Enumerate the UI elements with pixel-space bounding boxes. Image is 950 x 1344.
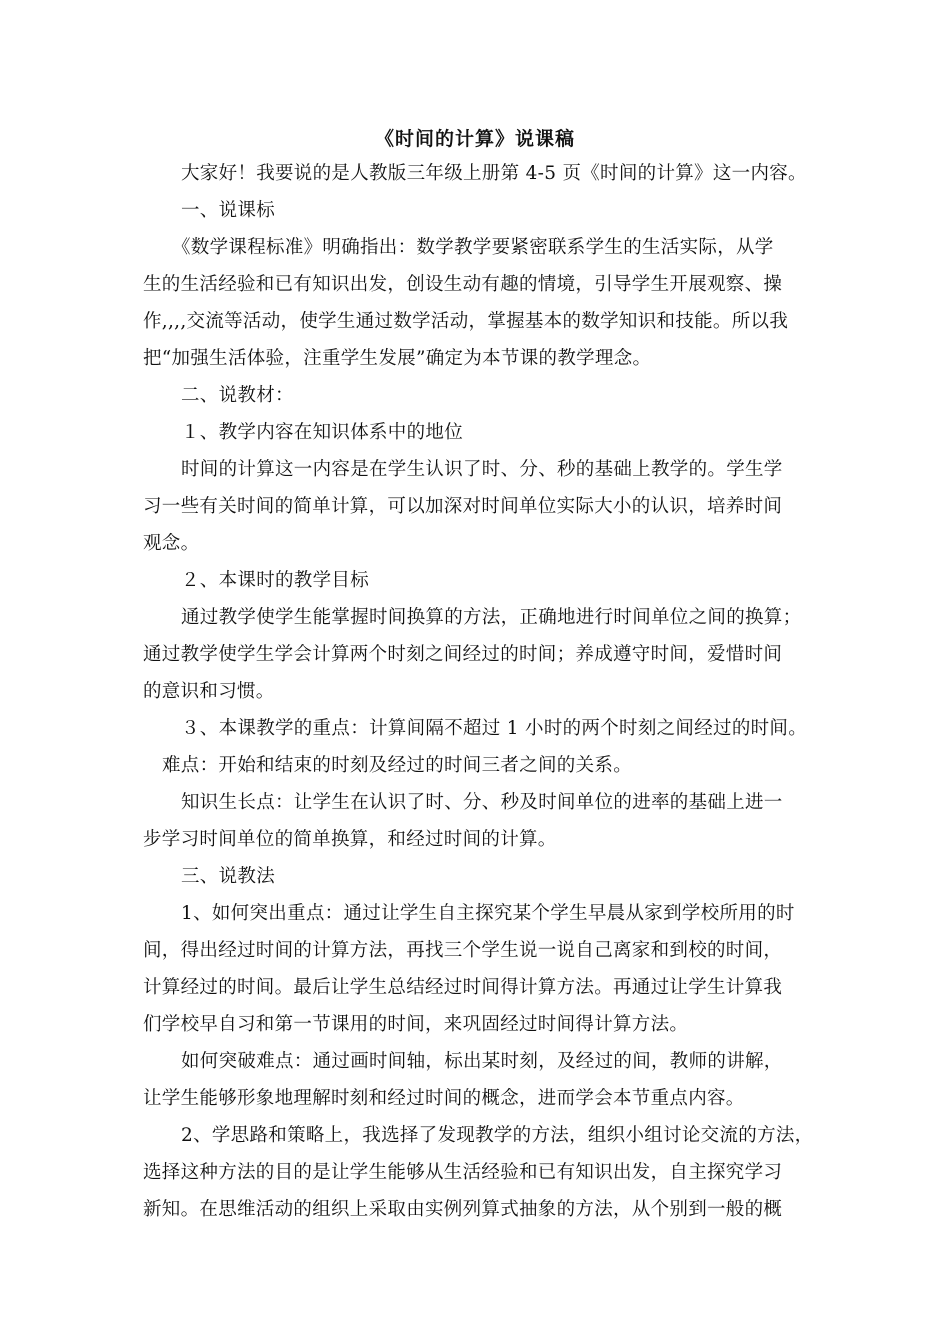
paragraph-line: 观念。 <box>143 533 200 554</box>
paragraph-line: 的意识和习惯。 <box>143 681 275 702</box>
paragraph-line: 让学生能够形象地理解时刻和经过时间的概念，进而学会本节重点内容。 <box>143 1088 745 1109</box>
paragraph-line: 知识生长点：让学生在认识了时、分、秒及时间单位的进率的基础上进一 <box>181 792 783 813</box>
paragraph-line: 《数学课程标准》明确指出：数学教学要紧密联系学生的生活实际，从学 <box>172 237 774 258</box>
paragraph-line: 如何突破难点：通过画时间轴，标出某时刻，及经过的间，教师的讲解， <box>181 1051 783 1072</box>
paragraph-line: 1、如何突出重点：通过让学生自主探究某个学生早晨从家到学校所用的时 <box>181 903 795 924</box>
subsection-heading: ２、本课时的教学目标 <box>181 570 370 591</box>
paragraph-line: 通过教学使学生学会计算两个时刻之间经过的时间；养成遵守时间，爱惜时间 <box>143 644 783 665</box>
paragraph-line: 步学习时间单位的简单换算，和经过时间的计算。 <box>143 829 557 850</box>
subsection-heading: １、教学内容在知识体系中的地位 <box>181 422 464 443</box>
paragraph-line: 把“加强生活体验，注重学生发展”确定为本节课的教学理念。 <box>143 348 652 369</box>
paragraph-line: 新知。在思维活动的组织上采取由实例列算式抽象的方法，从个别到一般的概 <box>143 1199 783 1220</box>
paragraph-line: 间，得出经过时间的计算方法，再找三个学生说一说自己离家和到校的时间， <box>143 940 783 961</box>
section-heading: 二、说教材： <box>181 385 294 406</box>
paragraph-line: 2、学思路和策略上，我选择了发现教学的方法，组织小组讨论交流的方法， <box>181 1125 814 1146</box>
paragraph-line: 时间的计算这一内容是在学生认识了时、分、秒的基础上教学的。学生学 <box>181 459 783 480</box>
subsection-heading: ３、本课教学的重点：计算间隔不超过 1 小时的两个时刻之间经过的时间。 <box>181 718 808 739</box>
paragraph-line: 难点：开始和结束的时刻及经过的时间三者之间的关系。 <box>162 755 633 776</box>
paragraph-line: 生的生活经验和已有知识出发，创设生动有趣的情境，引导学生开展观察、操 <box>143 274 783 295</box>
section-heading: 一、说课标 <box>181 200 276 221</box>
paragraph-line: 计算经过的时间。最后让学生总结经过时间得计算方法。再通过让学生计算我 <box>143 977 783 998</box>
paragraph-line: 大家好！我要说的是人教版三年级上册第 4-5 页《时间的计算》这一内容。 <box>181 163 807 184</box>
paragraph-line: 通过教学使学生能掌握时间换算的方法，正确地进行时间单位之间的换算； <box>181 607 802 628</box>
page-title: 《时间的计算》说课稿 <box>374 128 575 150</box>
paragraph-line: 作,,,,交流等活动，使学生通过数学活动，掌握基本的数学知识和技能。所以我 <box>143 311 789 332</box>
paragraph-line: 们学校早自习和第一节课用的时间，来巩固经过时间得计算方法。 <box>143 1014 689 1035</box>
paragraph-line: 习一些有关时间的简单计算，可以加深对时间单位实际大小的认识，培养时间 <box>143 496 783 517</box>
section-heading: 三、说教法 <box>181 866 276 887</box>
paragraph-line: 选择这种方法的目的是让学生能够从生活经验和已有知识出发，自主探究学习 <box>143 1162 783 1183</box>
